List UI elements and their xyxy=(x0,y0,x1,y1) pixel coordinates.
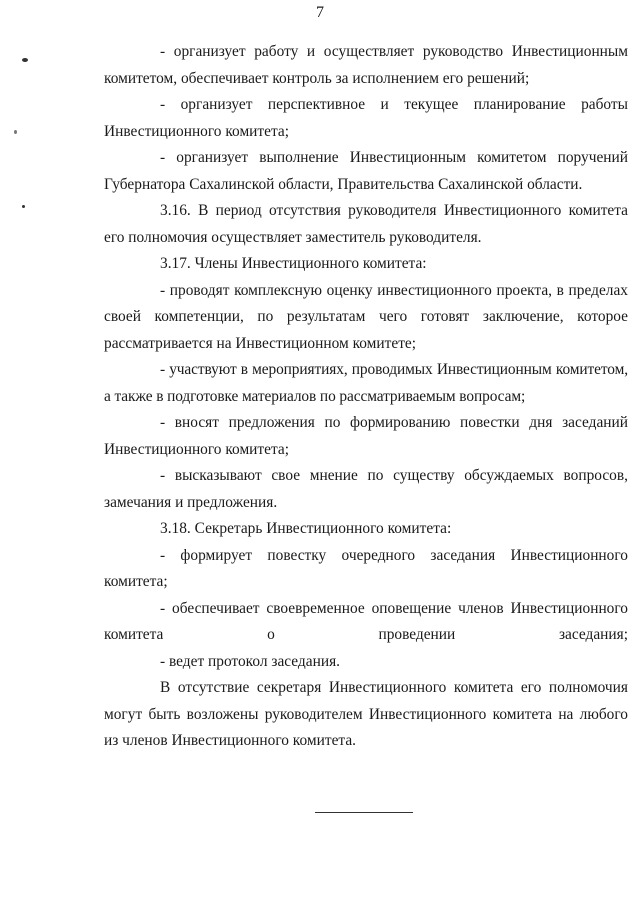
paragraph: 3.16. В период отсутствия руководителя Инвестиционного комитета его полномочия осуществляет заместитель руководителя. xyxy=(104,202,628,246)
scan-mark xyxy=(22,205,25,208)
paragraph: В отсутствие секретаря Инвестиционного комитета его полномочия могут быть возложены руководителем Инвестиционного комитета на любого из членов Инвестиционного комитета. xyxy=(104,679,628,749)
paragraph: - высказывают свое мнение по существу обсуждаемых вопросов, замечания и предложения. xyxy=(104,467,628,511)
scan-mark xyxy=(14,130,17,134)
paragraph: - проводят комплексную оценку инвестиционного проекта, в пределах своей компетенции, по результатам чего готовят заключение, которое рассматривается на Инвестиционном комитете; xyxy=(104,281,628,352)
paragraph: - организует выполнение Инвестиционным комитетом поручений Губернатора Сахалинской области, Правительства Сахалинской области. xyxy=(104,149,628,193)
document-body xyxy=(104,39,628,755)
paragraph: - обеспечивает своевременное оповещение членов Инвестиционного комитета о проведении заседания; xyxy=(104,599,628,643)
paragraph: - ведет протокол заседания. xyxy=(160,652,340,670)
paragraph: - организует работу и осуществляет руководство Инвестиционным комитетом, обеспечивает контроль за исполнением его решений; xyxy=(104,43,628,87)
paragraph: - вносят предложения по формированию повестки дня заседаний Инвестиционного комитета; xyxy=(104,414,628,458)
paragraph: 3.18. Секретарь Инвестиционного комитета: xyxy=(160,520,452,537)
paragraph: 3.17. Члены Инвестиционного комитета: xyxy=(160,255,427,272)
page-number: 7 xyxy=(316,4,324,21)
scan-mark xyxy=(22,58,28,62)
paragraph: - участвуют в мероприятиях, проводимых Инвестиционным комитетом, а также в подготовке материалов по рассматриваемым вопросам; xyxy=(104,361,628,405)
end-divider xyxy=(315,812,413,813)
paragraph: - организует перспективное и текущее планирование работы Инвестиционного комитета; xyxy=(104,96,628,140)
paragraph: - формирует повестку очередного заседания Инвестиционного комитета; xyxy=(104,546,628,590)
